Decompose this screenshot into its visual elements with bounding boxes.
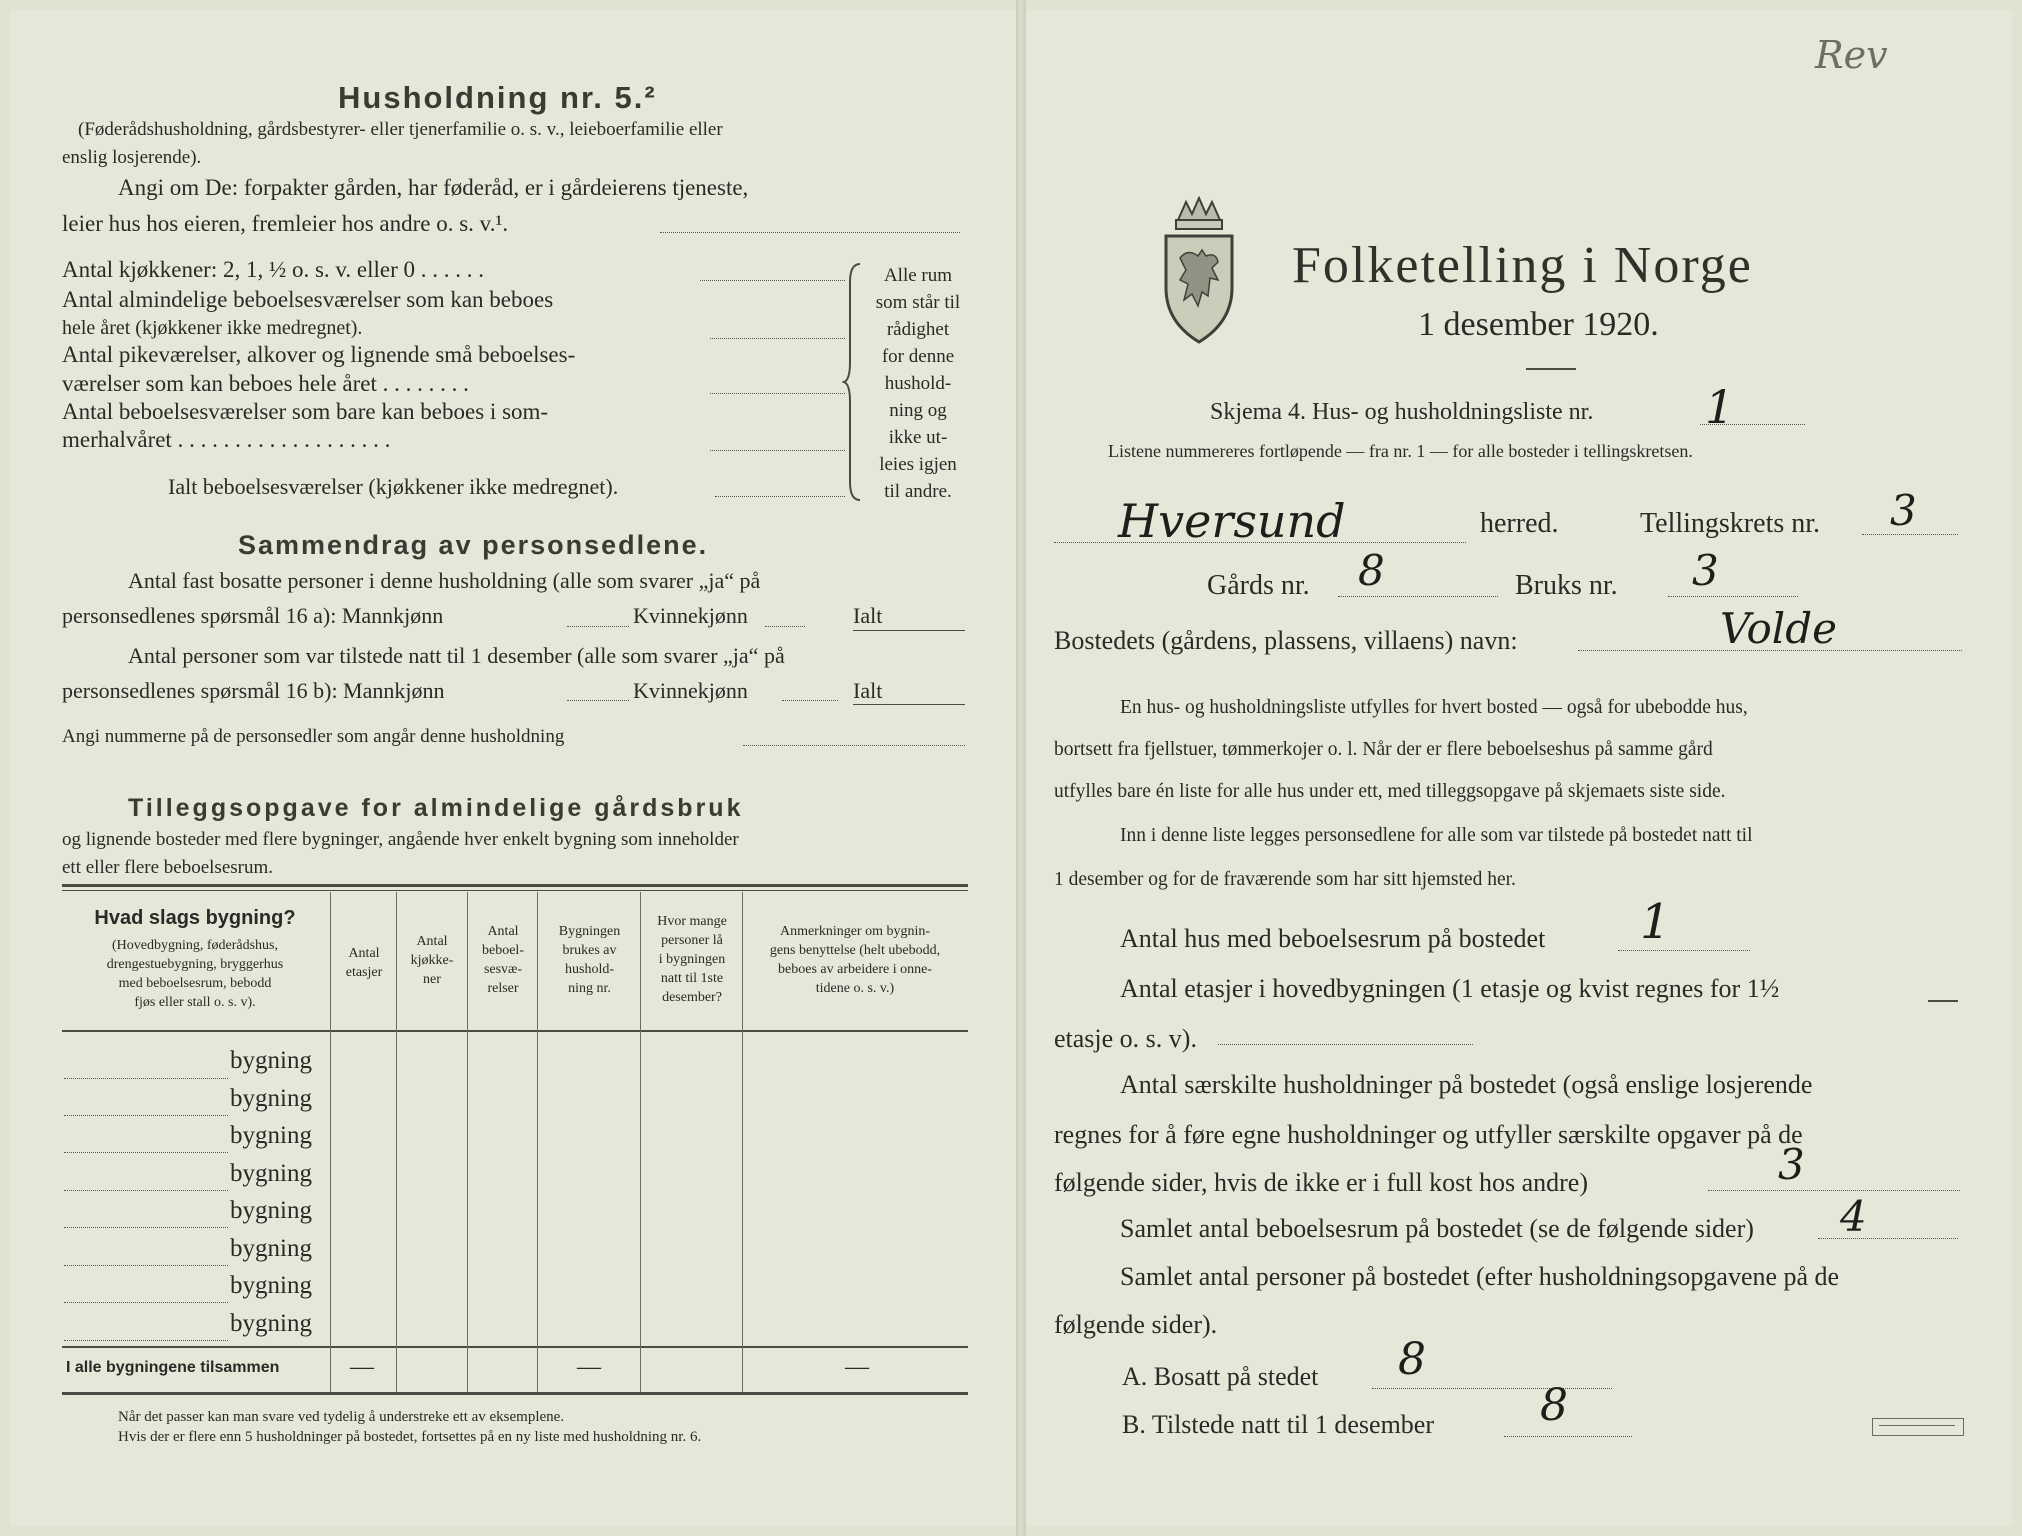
instructions-1-line-1: En hus- og husholdningsliste utfylles for hvert bosted — også for ubebodde hus,: [1120, 697, 1748, 718]
summary-q2-line-1: Antal personer som var tilstede natt til 1 desember (alle som svarer „ja“ på: [128, 643, 785, 668]
table-top-rule-thin: [62, 890, 968, 891]
rooms-question-1: Antal almindelige beboelsesværelser som kan beboes: [62, 287, 554, 312]
th-household-line: brukes av: [562, 943, 617, 958]
household-subtitle-2: enslig losjerende).: [62, 147, 202, 168]
summary-q2-total-label: Ialt: [853, 678, 883, 703]
summary-q2-male-line: [567, 700, 629, 701]
herred-label: herred.: [1480, 508, 1559, 539]
summary-q2-total-line: [853, 704, 965, 705]
th-kitchens: [398, 932, 466, 989]
brace-note-line: ikke ut-: [888, 427, 948, 448]
houses-value: 1: [1640, 894, 1671, 950]
table-row-label: bygning: [230, 1272, 312, 1299]
summary-q2-female-line: [782, 700, 838, 701]
total-rooms-question: Ialt beboelsesværelser (kjøkkener ikke medregnet).: [168, 474, 619, 499]
th-household-line: ning nr.: [568, 981, 611, 996]
th-remarks-line: beboes av arbeidere i onne-: [778, 962, 932, 977]
footnote-2: Hvis der er flere enn 5 husholdninger på bostedet, fortsettes på en ny liste med husholdning nr. 6.: [118, 1429, 702, 1445]
total-rooms-answer-line: [715, 496, 845, 497]
households-value: 3: [1778, 1140, 1805, 1189]
row-fill-line: [64, 1078, 228, 1079]
bruks-line: [1668, 596, 1798, 597]
herred-value: Hversund: [1118, 494, 1346, 548]
coat-of-arms-icon: [1158, 196, 1240, 346]
row-fill-line: [64, 1265, 228, 1266]
row-fill-line: [64, 1227, 228, 1228]
households-question-3: følgende sider, hvis de ikke er i full kost hos andre): [1054, 1168, 1588, 1197]
bruks-label: Bruks nr.: [1515, 570, 1618, 601]
row-fill-line: [64, 1115, 228, 1116]
schema-number-line: [1700, 424, 1805, 425]
th-rooms-line: beboel-: [482, 943, 524, 958]
person-numbers-line: [743, 745, 965, 746]
instructions-1-line-2: bortsett fra fjellstuer, tømmerkojer o. l. Når der er flere beboelseshus på samme gård: [1054, 739, 1713, 760]
farm-title: Tilleggsopgave for almindelige gårdsbruk: [128, 794, 744, 822]
table-col-divider: [640, 892, 641, 1392]
th-kitchens-line: kjøkke-: [410, 953, 454, 968]
th-building-line: (Hovedbygning, føderådshus,: [111, 938, 279, 953]
brace-note: [868, 262, 968, 505]
table-col-divider: [537, 892, 538, 1392]
th-persons-line: Hvor mange: [657, 914, 727, 929]
kitchens-question: Antal kjøkkener: 2, 1, ½ o. s. v. eller 0 . . . . . .: [62, 257, 485, 282]
table-header-rule: [62, 1030, 968, 1032]
total-row-label: I alle bygningene tilsammen: [66, 1359, 280, 1376]
resident-value: 8: [1398, 1334, 1426, 1385]
summary-q1-female-line: [765, 626, 805, 627]
census-date: 1 desember 1920.: [1418, 306, 1659, 343]
total-remarks-dash: —: [845, 1354, 869, 1380]
resident-label: A. Bosatt på stedet: [1122, 1362, 1319, 1391]
table-row-label: bygning: [230, 1197, 312, 1224]
th-building-line: fjøs eller stall o. s. v).: [134, 995, 256, 1010]
summer-rooms-answer-line: [710, 450, 845, 451]
page-fold: [1016, 0, 1026, 1536]
table-row-label: bygning: [230, 1085, 312, 1112]
table-col-divider: [330, 892, 331, 1392]
total-rooms-line: [1818, 1238, 1958, 1239]
total-household-dash: —: [577, 1354, 601, 1380]
bosted-value: Volde: [1720, 604, 1837, 653]
th-persons-line: desember?: [662, 990, 722, 1005]
th-kitchens-line: Antal: [416, 934, 448, 949]
bruks-value: 3: [1692, 546, 1719, 595]
th-remarks: [744, 922, 966, 998]
table-row-label: bygning: [230, 1235, 312, 1262]
brace-note-line: rådighet: [886, 319, 950, 340]
floors-question-2: etasje o. s. v).: [1054, 1024, 1197, 1053]
row-fill-line: [64, 1302, 228, 1303]
households-line: [1708, 1190, 1960, 1191]
present-value: 8: [1540, 1380, 1568, 1431]
resident-line: [1372, 1388, 1612, 1389]
th-floors-line: Antal: [348, 946, 380, 961]
instructions-2-line-1: Inn i denne liste legges personsedlene for alle som var tilstede på bostedet natt til: [1120, 825, 1753, 846]
th-floors-line: etasjer: [345, 965, 383, 980]
houses-question: Antal hus med beboelsesrum på bostedet: [1120, 924, 1546, 953]
footnote-1: Når det passer kan man svare ved tydelig å understreke ett av eksemplene.: [118, 1409, 565, 1425]
floors-answer-line: [1218, 1044, 1473, 1045]
summary-q1-total-label: Ialt: [853, 603, 883, 628]
th-building-line: med beboelsesrum, bebodd: [118, 976, 272, 991]
small-rooms-question-1: Antal pikeværelser, alkover og lignende små beboelses-: [62, 342, 576, 367]
ask-line-2: leier hus hos eieren, fremleier hos andre o. s. v.¹.: [62, 211, 509, 236]
household-title: Husholdning nr. 5.²: [338, 80, 657, 115]
brace-icon: [842, 262, 866, 502]
rooms-question-2: hele året (kjøkkener ikke medregnet).: [62, 317, 363, 339]
present-line: [1504, 1436, 1632, 1437]
schema-label: Skjema 4. Hus- og husholdningsliste nr.: [1210, 399, 1594, 425]
summary-q2-line-2: personsedlenes spørsmål 16 b): Mannkjønn: [62, 678, 445, 703]
herred-line: [1054, 542, 1466, 543]
th-rooms: [469, 922, 537, 998]
total-persons-question-1: Samlet antal personer på bostedet (efter husholdningsopgavene på de: [1120, 1262, 1840, 1291]
kitchens-answer-line: [700, 280, 845, 281]
summary-q1-total-line: [853, 630, 965, 631]
table-col-divider: [467, 892, 468, 1392]
floors-value-underline: [1928, 1000, 1958, 1002]
left-page: [10, 10, 1020, 1526]
table-col-divider: [396, 892, 397, 1392]
present-label: B. Tilstede natt til 1 desember: [1122, 1410, 1434, 1439]
summary-q2-female-label: Kvinnekjønn: [633, 678, 748, 703]
brace-note-line: hushold-: [884, 373, 952, 394]
table-col-divider: [742, 892, 743, 1392]
summer-rooms-question-1: Antal beboelsesværelser som bare kan beboes i som-: [62, 399, 549, 424]
households-question-2: regnes for å føre egne husholdninger og utfyller særskilte opgaver på de: [1054, 1120, 1803, 1149]
farm-subtitle-1: og lignende bosteder med flere bygninger, angående hver enkelt bygning som inneholder: [62, 829, 739, 850]
gards-value: 8: [1358, 546, 1385, 595]
brace-note-line: til andre.: [884, 481, 952, 502]
total-floors-dash: —: [350, 1354, 374, 1380]
household-subtitle-1: (Føderådshusholdning, gårdsbestyrer- eller tjenerfamilie o. s. v., leieboerfamilie eller: [78, 119, 723, 140]
numbering-note: Listene nummereres fortløpende — fra nr. 1 — for alle bosteder i tellingskretsen.: [1108, 441, 1693, 461]
corner-note: Rev: [1815, 33, 1888, 77]
th-persons-line: personer lå: [661, 933, 723, 948]
th-persons-line: natt til 1ste: [660, 971, 724, 986]
person-numbers-label: Angi nummerne på de personsedler som angår denne husholdning: [62, 726, 565, 747]
krets-line: [1862, 534, 1958, 535]
th-building-detail: [62, 936, 328, 1012]
th-remarks-line: gens benyttelse (helt ubebodd,: [769, 943, 941, 958]
brace-note-line: Alle rum: [883, 265, 953, 286]
small-rooms-answer-line: [710, 393, 845, 394]
th-rooms-line: sesvæ-: [483, 962, 523, 977]
households-question-1: Antal særskilte husholdninger på bostedet (også enslige losjerende: [1120, 1070, 1813, 1099]
th-rooms-line: relser: [487, 981, 519, 996]
th-building-line: drengestuebygning, bryggerhus: [106, 957, 284, 972]
houses-line: [1618, 950, 1750, 951]
th-household-line: Bygningen: [558, 924, 621, 939]
th-building-title: Hvad slags bygning?: [94, 907, 296, 929]
table-row-label: bygning: [230, 1047, 312, 1074]
th-kitchens-line: ner: [423, 972, 441, 987]
table-row-label: bygning: [230, 1122, 312, 1149]
summary-q1-female-label: Kvinnekjønn: [633, 603, 748, 628]
th-rooms-line: Antal: [487, 924, 519, 939]
ask-answer-line: [660, 232, 960, 233]
row-fill-line: [64, 1340, 228, 1341]
printer-stamp: [1872, 1418, 1964, 1436]
th-remarks-line: tidene o. s. v.): [815, 981, 895, 996]
summary-title: Sammendrag av personsedlene.: [238, 530, 709, 560]
table-top-rule: [62, 884, 968, 887]
table-total-rule: [62, 1346, 968, 1348]
rooms-answer-line: [710, 338, 845, 339]
th-remarks-line: Anmerkninger om bygnin-: [779, 924, 931, 939]
census-title: Folketelling i Norge: [1292, 237, 1753, 294]
th-floors: [332, 944, 396, 982]
bosted-line: [1578, 650, 1962, 651]
total-rooms-question-right: Samlet antal beboelsesrum på bostedet (se de følgende sider): [1120, 1214, 1754, 1243]
row-fill-line: [64, 1152, 228, 1153]
floors-question-1: Antal etasjer i hovedbygningen (1 etasje og kvist regnes for 1½: [1120, 974, 1780, 1003]
krets-value: 3: [1890, 486, 1917, 535]
summary-q1-line-2: personsedlenes spørsmål 16 a): Mannkjønn: [62, 603, 444, 628]
gards-label: Gårds nr.: [1207, 570, 1310, 601]
table-bottom-rule: [62, 1392, 968, 1395]
instructions-2-line-2: 1 desember og for de fraværende som har sitt hjemsted her.: [1054, 869, 1516, 890]
summer-rooms-question-2: merhalvåret . . . . . . . . . . . . . . . . . . .: [62, 427, 391, 452]
summary-q1-line-1: Antal fast bosatte personer i denne husholdning (alle som svarer „ja“ på: [128, 568, 761, 593]
total-persons-question-2: følgende sider).: [1054, 1310, 1218, 1339]
brace-note-line: leies igjen: [879, 454, 957, 475]
brace-note-line: ning og: [889, 400, 947, 421]
title-short-rule: [1526, 368, 1576, 370]
th-persons: [642, 912, 742, 1007]
krets-label: Tellingskrets nr.: [1640, 508, 1821, 539]
bosted-label: Bostedets (gårdens, plassens, villaens) navn:: [1054, 626, 1518, 655]
table-row-label: bygning: [230, 1310, 312, 1337]
instructions-1-line-3: utfylles bare én liste for alle hus under ett, med tilleggsopgave på skjemaets siste side.: [1054, 781, 1726, 802]
th-persons-line: i bygningen: [658, 952, 726, 967]
brace-note-line: som står til: [875, 292, 961, 313]
row-fill-line: [64, 1190, 228, 1191]
small-rooms-question-2: værelser som kan beboes hele året . . . . . . . .: [62, 371, 469, 396]
schema-number: 1: [1705, 380, 1735, 434]
farm-subtitle-2: ett eller flere beboelsesrum.: [62, 857, 274, 878]
table-row-label: bygning: [230, 1160, 312, 1187]
th-household-line: hushold-: [565, 962, 614, 977]
gards-line: [1338, 596, 1498, 597]
ask-line-1: Angi om De: forpakter gården, har føderåd, er i gårdeierens tjeneste,: [118, 175, 749, 200]
brace-note-line: for denne: [881, 346, 955, 367]
th-household: [539, 922, 640, 998]
summary-q1-male-line: [567, 626, 629, 627]
total-rooms-value: 4: [1840, 1192, 1867, 1241]
